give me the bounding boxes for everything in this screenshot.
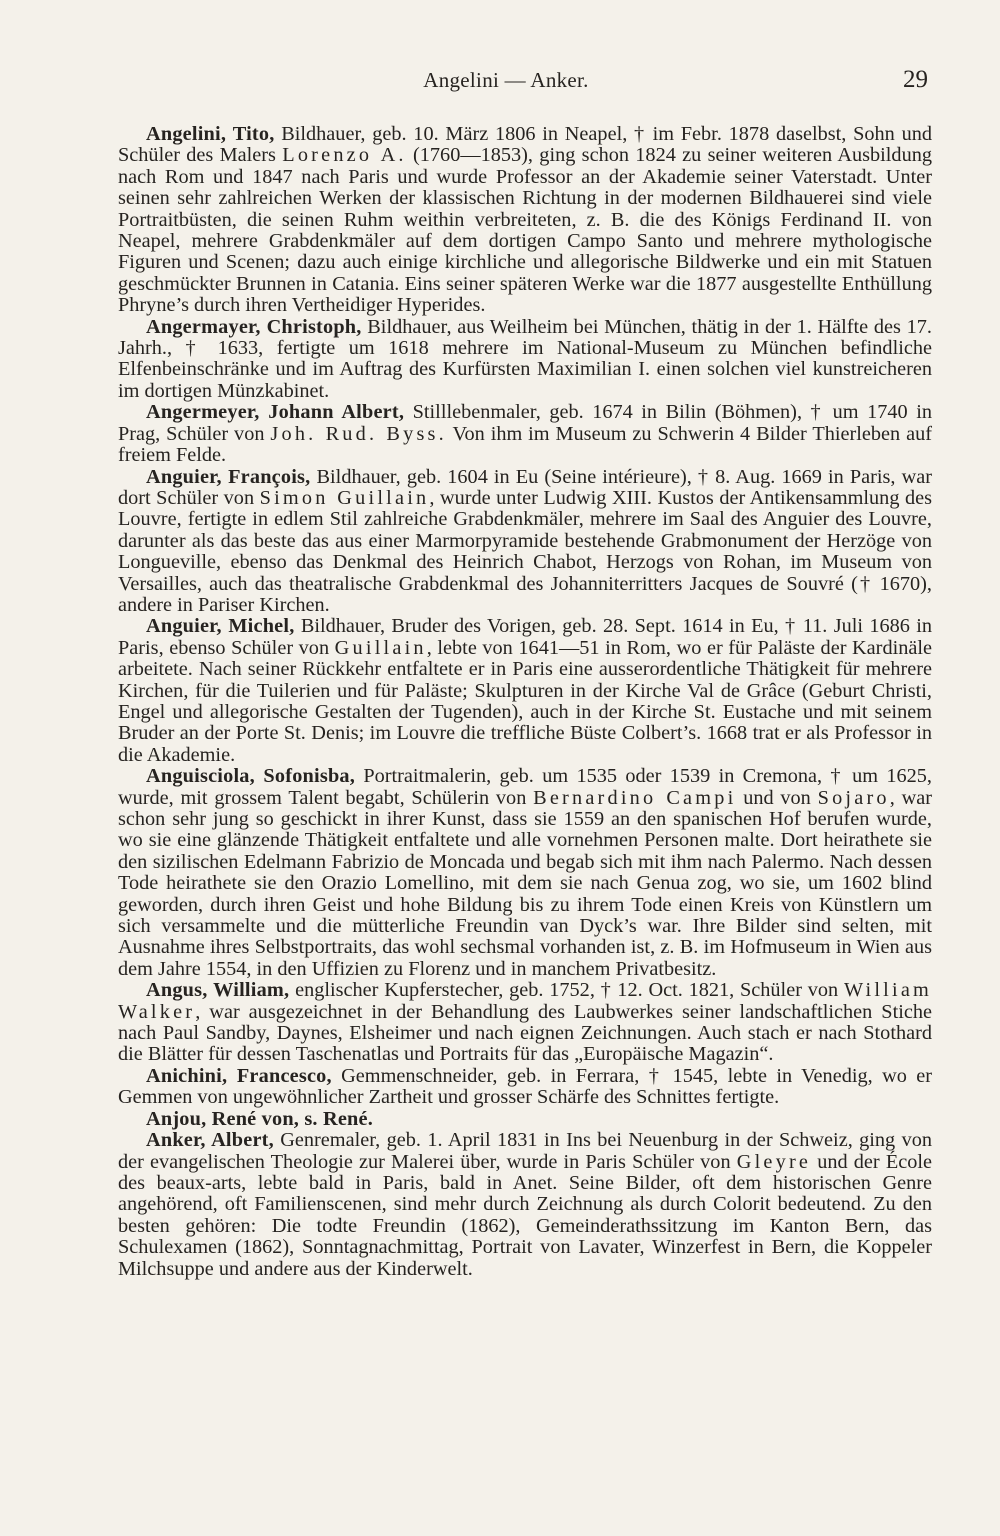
entry-spaced-name: Simon Guillain [259,486,430,509]
running-head [0,66,1000,98]
entry-headword: Angermayer, Christoph, [146,315,362,338]
entry-headword: Anguier, Michel, [146,615,295,638]
entry-spaced-name: Bernardino Campi [533,786,737,809]
entry-spaced-name: Joh. Rud. Byss. [270,422,447,445]
entry-text: Bildhauer, geb. 1604 in Eu (Seine intérieure), † 8. Aug. 1669 in Paris, war dort Schüler von [118,465,932,509]
dictionary-entry [118,1130,932,1280]
entry-headword: Angermeyer, Johann Albert, [146,401,405,424]
dictionary-entry [118,124,932,317]
running-title: Angelini — Anker. [423,68,589,92]
entry-text: und der École des beaux-arts, lebte bald in Paris, bald in Anet. Seine Bilder, oft dem historischen Genre angehörend, oft Familienscenen, sind mehr durch Zeichnung als durch Colorit bedeutend. Zu den besten gehören: Die todte Freundin (1862), Gemeinderathssitzung im Kanton Bern, das Schulexamen (1862), Sonntagnachmittag, Portrait von Lavater, Winzerfest in Bern, die Koppeler Milchsuppe und andere aus der Kinderwelt. [118,1150,932,1280]
entry-text: Stilllebenmaler, geb. 1674 in Bilin (Böhmen), † um 1740 in Prag, Schüler von [118,401,932,445]
dictionary-entry [118,980,932,1066]
entry-text: , wurde unter Ludwig XIII. Kustos der Antikensammlung des Louvre, fertigte in edlem Stil zahlreiche Grabdenkmäler, mehrere im Saal des Anguier des Louvre, darunter als das beste das aus einer Marmorpyramide bestehende Grabmonument der Herzöge von Longueville, ebenso das Denkmal des Heinrich Chabot, Herzogs von Rohan, im Museum von Versailles, auch das theatralische Grabdenkmal des Johanniterritters Jacques de Souvré († 1670), andere in Pariser Kirchen. [118,486,933,616]
dictionary-entry [118,317,932,403]
entry-text: Portraitmalerin, geb. um 1535 oder 1539 in Cremona, † um 1625, wurde, mit grossem Talent begabt, Schülerin von [118,765,932,809]
entry-headword: Anker, Albert, [146,1129,274,1152]
entry-spaced-name: Lorenzo A. [282,144,407,167]
entry-headword: Anjou, René von, s. René. [146,1107,373,1130]
dictionary-entry [118,467,932,617]
dictionary-entry [118,1066,932,1109]
dictionary-entry [118,1109,932,1130]
entry-text: Bildhauer, geb. 10. März 1806 in Neapel, † im Febr. 1878 daselbst, Sohn und Schüler des Malers [118,123,932,167]
entry-text: , war ausgezeichnet in der Behandlung des Laubwerkes seiner landschaftlichen Stiche nach Paul Sandby, Daynes, Elsheimer und nach eignen Zeichnungen. Auch stach er nach Stothard die Blätter für dessen Taschenatlas und Portraits für das „Europäische Magazin“. [118,1000,932,1066]
dictionary-entries [118,124,932,1280]
page-number: 29 [903,66,928,93]
dictionary-entry [118,766,932,980]
entry-text: und von [736,786,818,809]
entry-text: Von ihm im Museum zu Schwerin 4 Bilder Thierleben auf freiem Felde. [118,422,932,467]
entry-text: , war schon sehr jung so geschickt in ihrer Kunst, dass sie 1559 an den spanischen Hof berufen wurde, wo sie eine glänzende Thätigkeit entfaltete und alle vornehmen Personen malte. Dort heirathete sie den sizilischen Edelmann Fabrizio de Moncada und begab sich mit ihm nach Palermo. Nach dessen Tode heirathete sie den Orazio Lomellino, mit dem sie nach Genua zog, wo sie, um 1602 blind geworden, durch ihren Geist und hohe Bildung bis zu ihrem Tode einen Kreis von Künstlern um sich versammelte und die mütterliche Freundin van Dyck’s war. Ihre Bilder sind selten, mit Ausnahme ihres Selbstportraits, das wohl sechsmal vorhanden ist, z. B. im Hofmuseum in Wien aus dem Jahre 1554, in den Uffizien zu Florenz und in manchem Privatbesitz. [118,786,932,980]
entry-headword: Anichini, Francesco, [146,1064,332,1087]
entry-text: Bildhauer, Bruder des Vorigen, geb. 28. Sept. 1614 in Eu, † 11. Juli 1686 in Paris, ebenso Schüler von [118,615,933,659]
entry-text: (1760—1853), ging schon 1824 zu seiner weiteren Ausbildung nach Rom und 1847 nach Paris und wurde Professor an der Akademie seiner Vaterstadt. Unter seinen sehr zahlreichen Werken der klassischen Richtung in der modernen Bildhauerei sind viele Portraitbüsten, die seinen Ruhm weithin verbreiteten, z. B. die des Königs Ferdinand II. von Neapel, mehrere Grabdenkmäler auf dem dortigen Campo Santo und mehrere mythologische Figuren und Scenen; dazu auch einige kirchliche und allegorische Bildwerke und ein mit Statuen geschmückter Brunnen in Catania. Eins seiner späteren Werke war die 1877 ausgestellte Enthüllung Phryne’s durch ihren Vertheidiger Hyperides. [118,144,932,317]
entry-headword: Angus, William, [146,979,290,1002]
entry-headword: Angelini, Tito, [146,123,275,145]
entry-spaced-name: Guillain [334,636,427,659]
entry-spaced-name: Gleyre [736,1150,812,1173]
entry-text: Genremaler, geb. 1. April 1831 in Ins bei Neuenburg in der Schweiz, ging von der evangelischen Theologie zur Malerei über, wurde in Paris Schüler von [118,1129,933,1173]
entry-spaced-name: William Walker [118,979,932,1023]
entry-text: , lebte von 1641—51 in Rom, wo er für Paläste der Kardinäle arbeitete. Nach seiner Rückkehr entfaltete er in Paris eine ausserordentliche Thätigkeit für mehrere Kirchen, für die Tuilerien und für Paläste; Skulpturen in der Kirche Val de Grâce (Geburt Christi, Engel und allegorische Gestalten der Tugenden), auch in der Kirche St. Eustache und mit seinem Bruder an der Porte St. Denis; im Louvre die treffliche Büste Colbert’s. 1668 trat er als Professor in die Akademie. [118,636,932,766]
dictionary-entry [118,616,932,766]
entry-headword: Anguier, François, [146,465,311,488]
entry-spaced-name: Sojaro [817,786,890,809]
entry-text: englischer Kupferstecher, geb. 1752, † 12. Oct. 1821, Schüler von [289,979,844,1002]
dictionary-entry [118,402,932,466]
entry-text: Bildhauer, aus Weilheim bei München, thätig in der 1. Hälfte des 17. Jahrh., † 1633, fertigte um 1618 mehrere im National-Museum zu München befindliche Elfenbeinschränke und im Auftrag des Kurfürsten Maximilian I. einen solchen viel kunstreicheren im dortigen Münzkabinet. [118,315,933,402]
entry-headword: Anguisciola, Sofonisba, [146,765,356,788]
entry-text: Gemmenschneider, geb. in Ferrara, † 1545, lebte in Venedig, wo er Gemmen von ungewöhnlicher Zartheit und grosser Schärfe des Schnittes fertigte. [118,1064,932,1109]
